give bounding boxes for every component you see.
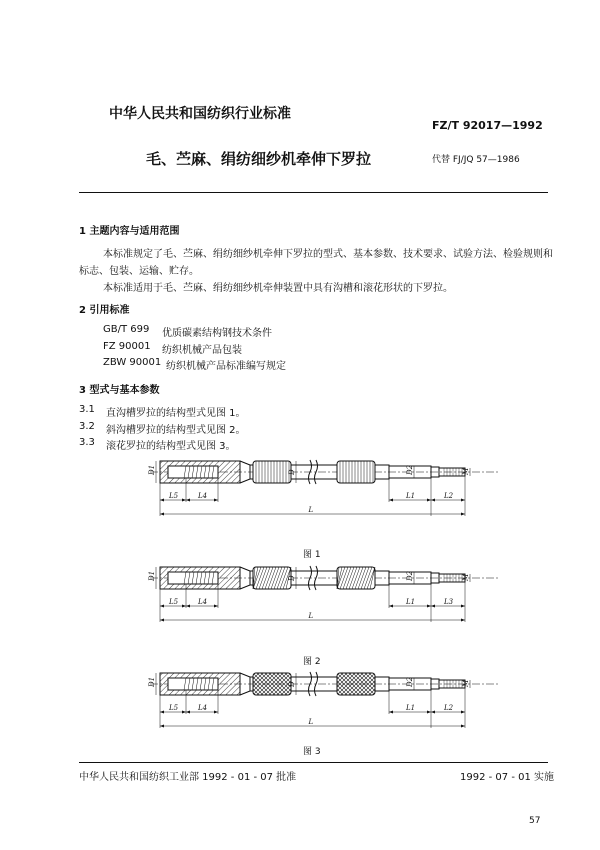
- dimension-arrow: [431, 711, 435, 714]
- section-1-heading: 1 主题内容与适用范围: [79, 226, 180, 237]
- dimension-arrow: [427, 711, 431, 714]
- dimension-arrow: [182, 711, 186, 714]
- dimension-arrow: [461, 711, 465, 714]
- dimension-label-l5: L5: [169, 704, 179, 712]
- section-3-heading: 3 型式与基本参数: [79, 385, 160, 396]
- figure-2-drawing: [0, 554, 600, 646]
- fluted-section-2: [337, 461, 375, 483]
- dimension-label-l1: L1: [406, 704, 416, 712]
- figure-3-caption: 图 3: [303, 747, 321, 757]
- dimension-arrow: [389, 499, 393, 502]
- dimension-label-l: L: [308, 612, 314, 620]
- dimension-arrow: [214, 605, 218, 608]
- dimension-arrow: [427, 605, 431, 608]
- section-1-paragraph-1: 本标准规定了毛、苎麻、绢纺细纱机牵伸下罗拉的型式、基本参数、技术要求、试验方法、检验规则和: [103, 249, 553, 260]
- reference-code: ZBW 90001: [103, 357, 162, 368]
- dimension-label-l: L: [308, 506, 314, 514]
- dimension-arrow: [431, 605, 435, 608]
- clause-text: 滚花罗拉的结构型式见图 3。: [106, 441, 236, 452]
- dimension-arrow: [160, 499, 164, 502]
- diameter-d-label: D: [288, 575, 296, 581]
- implementation-date: 1992 - 07 - 01 实施: [460, 772, 555, 783]
- dimension-arrow: [182, 605, 186, 608]
- diameter-d1-label: D1: [148, 676, 156, 687]
- thread-m-label: M: [462, 467, 470, 475]
- diameter-d1-label: D1: [148, 464, 156, 475]
- dimension-arrow: [431, 499, 435, 502]
- clause-text: 斜沟槽罗拉的结构型式见图 2。: [106, 425, 246, 436]
- dimension-arrow: [186, 499, 190, 502]
- diameter-d1-label: D1: [148, 570, 156, 581]
- diameter-d-label: D: [288, 681, 296, 687]
- figure-1-drawing: [0, 448, 600, 540]
- section-1-paragraph-1-cont: 标志、包装、运输、贮存。: [79, 266, 199, 277]
- fluted-section-1: [253, 673, 291, 695]
- dimension-arrow: [461, 619, 465, 622]
- dimension-label-l2: L2: [444, 492, 454, 500]
- thread-m-label: M: [462, 679, 470, 687]
- dimension-arrow: [214, 711, 218, 714]
- dimension-arrow: [186, 605, 190, 608]
- reference-title: 纺织机械产品标准编写规定: [166, 361, 286, 372]
- header-rule: [79, 192, 548, 193]
- dimension-label-l1: L1: [406, 598, 416, 606]
- dimension-arrow: [389, 711, 393, 714]
- standard-code: FZ/T 92017—1992: [432, 119, 543, 132]
- clause-number: 3.2: [79, 421, 95, 432]
- thread-m-label: M: [462, 573, 470, 581]
- dimension-label-l5: L5: [169, 598, 179, 606]
- reference-title: 优质碳素结构钢技术条件: [162, 328, 272, 339]
- standard-category-title: 中华人民共和国纺织行业标准: [109, 106, 291, 122]
- clause-number: 3.3: [79, 437, 95, 448]
- reference-code: FZ 90001: [103, 341, 151, 352]
- clause-number: 3.1: [79, 404, 95, 415]
- fluted-section-2: [337, 673, 375, 695]
- dimension-arrow: [461, 725, 465, 728]
- dimension-arrow: [160, 711, 164, 714]
- dimension-arrow: [461, 499, 465, 502]
- clause-text: 直沟槽罗拉的结构型式见图 1。: [106, 408, 246, 419]
- reference-code: GB/T 699: [103, 324, 150, 335]
- diameter-d2-label: D2: [406, 570, 414, 581]
- dimension-label-l4: L4: [198, 492, 208, 500]
- dimension-arrow: [182, 499, 186, 502]
- replaces-note: 代替 FJ/JQ 57—1986: [432, 155, 520, 165]
- approval-note: 中华人民共和国纺织工业部 1992 - 01 - 07 批准: [79, 772, 297, 783]
- dimension-arrow: [461, 513, 465, 516]
- dimension-label-l5: L5: [169, 492, 179, 500]
- dimension-label-l4: L4: [198, 598, 208, 606]
- figure-2-caption: 图 2: [303, 657, 321, 667]
- footer-rule: [79, 762, 548, 763]
- figure-3-drawing: [0, 660, 600, 752]
- document-title: 毛、苎麻、绢纺细纱机牵伸下罗拉: [146, 150, 372, 168]
- dimension-label-l2: L2: [444, 704, 454, 712]
- reference-title: 纺织机械产品包装: [162, 345, 242, 356]
- dimension-label-l1: L1: [406, 492, 416, 500]
- dimension-label-l4: L4: [198, 704, 208, 712]
- dimension-arrow: [160, 725, 164, 728]
- diameter-d2-label: D2: [406, 464, 414, 475]
- dimension-arrow: [214, 499, 218, 502]
- figure-1-caption: 图 1: [303, 550, 321, 560]
- dimension-arrow: [160, 513, 164, 516]
- dimension-arrow: [160, 605, 164, 608]
- section-2-heading: 2 引用标准: [79, 305, 130, 316]
- dimension-arrow: [186, 711, 190, 714]
- diameter-d-label: D: [288, 469, 296, 475]
- dimension-label-l: L: [308, 718, 314, 726]
- dimension-arrow: [461, 605, 465, 608]
- diameter-d2-label: D2: [406, 676, 414, 687]
- page-number: 57: [529, 816, 541, 826]
- dimension-label-l3: L3: [444, 598, 454, 606]
- section-1-paragraph-2: 本标准适用于毛、苎麻、绢纺细纱机牵伸装置中具有沟槽和滚花形状的下罗拉。: [103, 283, 453, 294]
- fluted-section-1: [253, 461, 291, 483]
- dimension-arrow: [389, 605, 393, 608]
- dimension-arrow: [427, 499, 431, 502]
- dimension-arrow: [160, 619, 164, 622]
